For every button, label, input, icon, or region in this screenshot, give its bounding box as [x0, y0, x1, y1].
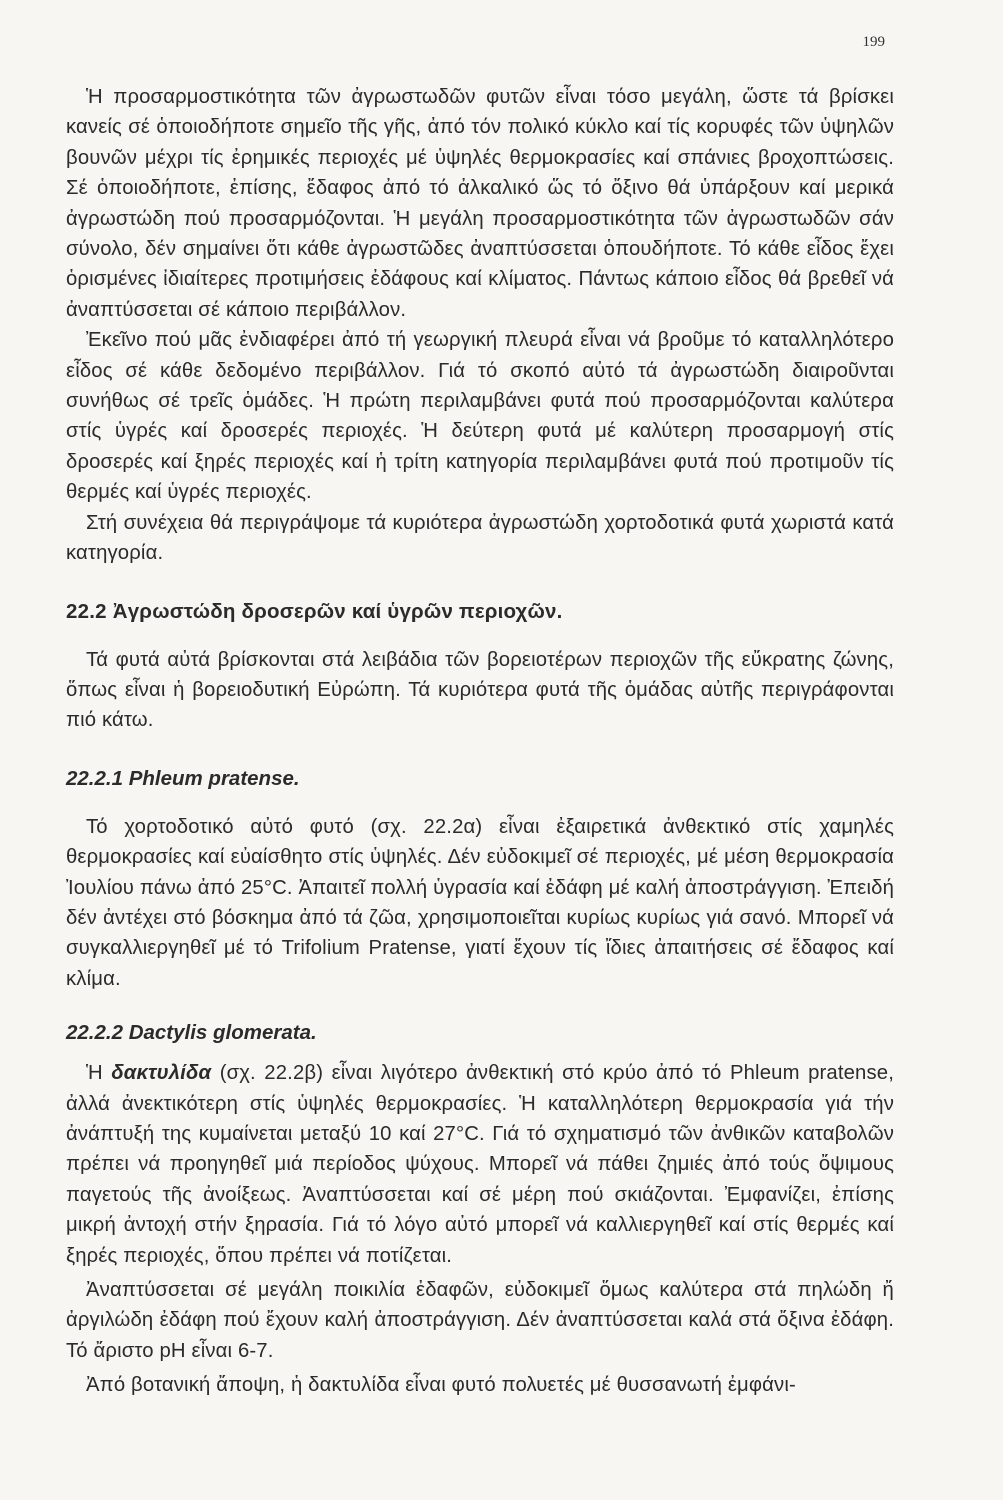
- paragraph-phleum: Τό χορτοδοτικό αὐτό φυτό (σχ. 22.2α) εἶναι ἐξαιρετικά ἀνθεκτικό στίς χαμηλές θερμοκρασίες καί εὐαίσθητο στίς ὑψηλές. Δέν εὐδοκιμεῖ σέ περιοχές, μέ μέση θερμοκρασία Ἰουλίου πάνω ἀπό 25°C. Ἀπαιτεῖ πολλή ὑγρασία καί ἐδάφη μέ καλή ἀποστράγγιση. Ἐπειδή δέν ἀντέχει στό βόσκημα ἀπό τά ζῶα, χρησιμοποιεῖται κυρίως κυρίως γιά σανό. Μπορεῖ νά συγκαλλιεργηθεῖ μέ τό Trifolium Pratense, γιατί ἔχουν τίς ἴδιες ἀπαιτήσεις σέ ἔδαφος καί κλίμα.: [66, 815, 894, 990]
- section-title: Ἀγρωστώδη δροσερῶν καί ὑγρῶν περιοχῶν.: [112, 599, 563, 623]
- subsection-heading-phleum: 22.2.1 Phleum pratense.: [66, 766, 300, 790]
- paragraph-dactylis: [66, 1058, 894, 1271]
- subsection-heading-dactylis: 22.2.2 Dactylis glomerata.: [66, 1021, 317, 1045]
- paragraph-intro-description: Στή συνέχεια θά περιγράψομε τά κυριότερα ἀγρωστώδη χορτοδοτικά φυτά χωριστά κατά κατηγορία.: [66, 511, 894, 565]
- page-body: [66, 82, 894, 1401]
- paragraph-cool-humid-regions: Τά φυτά αὐτά βρίσκονται στά λειβάδια τῶν βορειοτέρων περιοχῶν τῆς εὔκρατης ζώνης, ὅπως εἶναι ἡ βορειοδυτική Εὐρώπη. Τά κυριότερα φυτά τῆς ὁμάδας αὐτῆς περιγράφονται πιό κάτω.: [66, 648, 894, 732]
- paragraph-lead: Ἡ: [86, 1062, 103, 1085]
- paragraph-soils: Ἀναπτύσσεται σέ μεγάλη ποικιλία ἐδαφῶν, εὐδοκιμεῖ ὅμως καλύτερα στά πηλώδη ἤ ἀργιλώδη ἐδάφη πού ἔχουν καλή ἀποστράγγιση. Δέν ἀναπτύσσεται καλά στά ὄξινα ἐδάφη. Τό ἄριστο pH εἶναι 6-7.: [66, 1279, 894, 1362]
- term-daktylida: δακτυλίδα: [111, 1062, 212, 1085]
- section-heading-cool-humid: [66, 597, 894, 627]
- paragraph-grouping: Ἐκεῖνο πού μᾶς ἐνδιαφέρει ἀπό τή γεωργική πλευρά εἶναι νά βροῦμε τό καταλληλότερο εἶδος σέ κάθε δεδομένο περιβάλλον. Γιά τό σκοπό αὐτό τά ἀγρωστώδη διαιροῦνται συνήθως σέ τρεῖς ὁμάδες. Ἡ πρώτη περιλαμβάνει φυτά πού προσαρμόζονται καλύτερα στίς ὑγρές καί δροσερές περιοχές. Ἡ δεύτερη φυτά μέ καλύτερη προσαρμογή στίς δροσερές καί ξηρές περιοχές καί ἡ τρίτη κατηγορία περιλαμβάνει φυτά πού προτιμοῦν τίς θερμές καί ὑγρές περιοχές.: [66, 329, 894, 504]
- section-number: 22.2: [66, 599, 107, 623]
- paragraph-botanical: Ἀπό βοτανική ἄποψη, ἡ δακτυλίδα εἶναι φυτό πολυετές μέ θυσσανωτή ἐμφάνι-: [86, 1374, 796, 1397]
- paragraph-dactylis-text: (σχ. 22.2β) εἶναι λιγότερο ἀνθεκτική στό κρύο ἀπό τό Phleum pratense, ἀλλά ἀνεκτικότερη στίς ὑψηλές θερμοκρασίες. Ἡ καταλληλότερη θερμοκρασία γιά τήν ἀνάπτυξή της κυμαίνεται μεταξύ 10 καί 27°C. Γιά τό σχηματισμό τῶν ἀνθικῶν καταβολῶν πρέπει νά προηγηθεῖ μιά περίοδος ψύχους. Μπορεῖ νά πάθει ζημιές ἀπό τούς ὄψιμους παγετούς τῆς ἀνοίξεως. Ἀναπτύσσεται καί σέ μέρη πού σκιάζονται. Ἐμφανίζει, ἐπίσης μικρή ἀντοχή στήν ξηρασία. Γιά τό λόγο αὐτό μπορεῖ νά καλλιεργηθεῖ καί στίς θερμές καί ξηρές περιοχές, ὅπου πρέπει νά ποτίζεται.: [66, 1062, 894, 1267]
- paragraph-adaptability: Ἡ προσαρμοστικότητα τῶν ἀγρωστωδῶν φυτῶν εἶναι τόσο μεγάλη, ὥστε τά βρίσκει κανείς σέ ὁποιοδήποτε σημεῖο τῆς γῆς, ἀπό τόν πολικό κύκλο καί τίς κορυφές τῶν ὑψηλῶν βουνῶν μέχρι τίς ἐρημικές περιοχές μέ ὑψηλές θερμοκρασίες καί σπάνιες βροχοπτώσεις. Σέ ὁποιοδήποτε, ἐπίσης, ἔδαφος ἀπό τό ἀλκαλικό ὥς τό ὄξινο θά ὑπάρξουν καί μερικά ἀγρωστώδη πού προσαρμόζονται. Ἡ μεγάλη προσαρμοστικότητα τῶν ἀγρωστωδῶν σάν σύνολο, δέν σημαίνει ὅτι κάθε ἀγρωστῶδες ἀναπτύσσεται ὁπουδήποτε. Τό κάθε εἶδος ἔχει ὁρισμένες ἰδιαίτερες προτιμήσεις ἐδάφους καί κλίματος. Πάντως κάποιο εἶδος θά βρεθεῖ νά ἀναπτύσσεται σέ κάποιο περιβάλλον.: [66, 86, 894, 321]
- page-number: 199: [862, 34, 885, 50]
